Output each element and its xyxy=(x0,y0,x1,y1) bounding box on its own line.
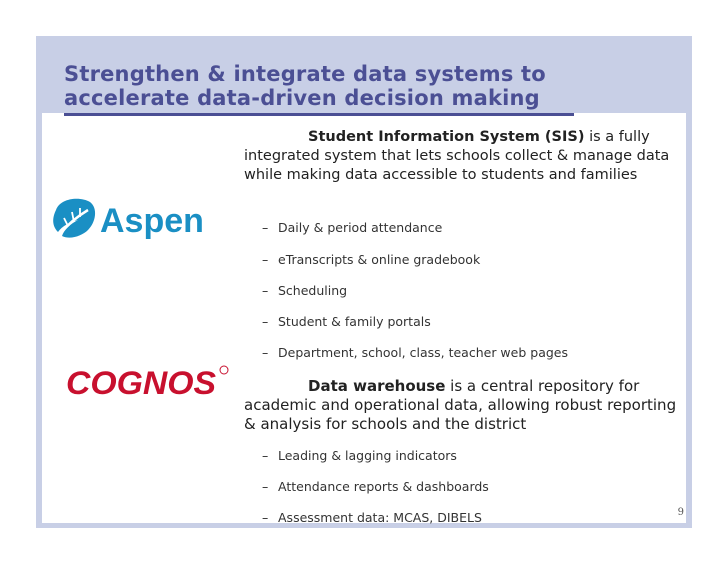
slide-title-line-2: accelerate data-driven decision making xyxy=(64,86,540,110)
warehouse-paragraph xyxy=(244,377,684,434)
sis-bullet: – Scheduling xyxy=(262,283,348,298)
sis-paragraph xyxy=(244,128,684,185)
sis-bullet: – Daily & period attendance xyxy=(262,220,443,235)
page-number: 9 xyxy=(677,507,684,518)
warehouse-intro-tail: is a central repository for xyxy=(445,377,640,395)
slide-title xyxy=(64,62,546,110)
sis-bullet: – Department, school, class, teacher web pages xyxy=(262,345,568,360)
sis-intro-tail: is a fully xyxy=(584,129,650,145)
sis-bullet: – Student & family portals xyxy=(262,314,431,329)
warehouse-body: academic and operational data, allowing robust reporting & analysis for schools and the district xyxy=(244,396,677,433)
sis-body: integrated system that lets schools collect & manage data while making data accessible to students and families xyxy=(244,148,670,183)
aspen-leaf-icon xyxy=(53,199,95,238)
sis-bullet: – eTranscripts & online gradebook xyxy=(262,252,481,267)
warehouse-bullet: – Assessment data: MCAS, DIBELS xyxy=(262,510,482,525)
slide-title-line-1: Strengthen & integrate data systems to xyxy=(64,62,546,86)
warehouse-heading: Data warehouse xyxy=(308,377,446,395)
cognos-wordmark: COGNOS xyxy=(66,365,217,400)
title-underline xyxy=(64,113,574,116)
aspen-wordmark: Aspen xyxy=(100,202,204,240)
warehouse-bullet: – Leading & lagging indicators xyxy=(262,448,457,463)
registered-mark-icon xyxy=(220,366,228,374)
warehouse-bullet: – Attendance reports & dashboards xyxy=(262,479,489,494)
sis-heading: Student Information System (SIS) xyxy=(308,129,585,145)
cognos-logo xyxy=(66,364,230,400)
aspen-logo xyxy=(50,196,218,246)
